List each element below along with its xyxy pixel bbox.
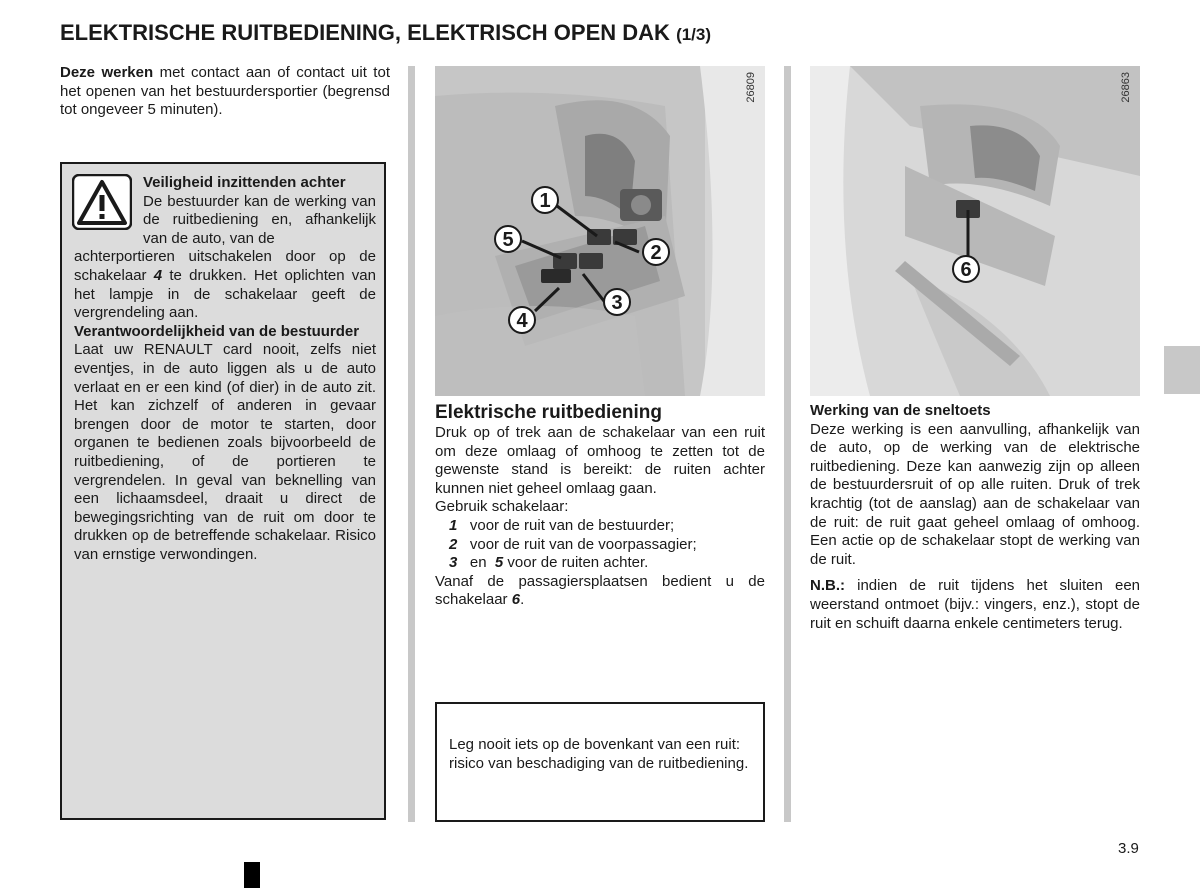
callout-5 — [495, 226, 521, 252]
list-item — [435, 536, 765, 555]
column-gutter-right — [784, 66, 791, 822]
photo2-callouts — [810, 66, 1140, 396]
page-title — [60, 20, 711, 46]
callout-1-leader — [557, 206, 597, 236]
crop-mark — [244, 862, 260, 888]
warning-heading: Veiligheid inzittenden achter — [143, 174, 346, 191]
section-after-b: . — [520, 591, 525, 609]
note-text: Leg nooit iets op de bovenkant van een ruit: risico van beschadiging van de ruitbediening. — [449, 736, 749, 772]
list-item-mid: en — [469, 554, 487, 572]
sneltoets-nb-text: indien de ruit tijdens het sluiten een weerstand ontmoet (bijv.: vingers, enz.), stopt de ruit en schuift daarna enkele centimeters terug. — [810, 577, 1140, 632]
warning-heading-2: Verantwoordelijkheid van de bestuurder — [74, 322, 360, 340]
sneltoets-nb-label: N.B.: — [810, 577, 845, 595]
list-item — [435, 517, 765, 536]
sneltoets-body: Deze werking is een aanvulling, afhankelijk van de auto, op de werking van de elektrische ruitbediening. Deze kan aanwezig zijn op alleen de bestuurdersruit of op alle ruiten. Druk of trek krachtig (tot de aanslag) aan de schakelaar van de ruit: de ruit gaat geheel omlaag of omhoog. Een actie op de schakelaar stopt de werking van de ruit. — [810, 420, 1140, 568]
section-gebruik: Gebruik schakelaar: — [435, 498, 569, 516]
photo2-reference: 26863 — [1120, 72, 1132, 103]
sneltoets-section — [810, 402, 1140, 633]
callout-4 — [509, 307, 535, 333]
page-pager: (1/3) — [676, 25, 712, 44]
chapter-tab-marker — [1164, 346, 1200, 394]
svg-text:2: 2 — [650, 242, 662, 264]
section-body: Druk op of trek aan de schakelaar van een ruit om deze omlaag of omhoog te zetten tot de gewenste stand is bereikt: de ruiten achter kunnen niet geheel omlaag gaan. — [435, 424, 765, 497]
column-gutter-left — [408, 66, 415, 822]
warning-p1-a: achterportieren uitschakelen door op de schakelaar — [74, 248, 376, 284]
warning-paragraph-1 — [74, 248, 376, 322]
sneltoets-heading: Werking van de sneltoets — [810, 402, 991, 419]
callout-5-leader — [522, 241, 561, 258]
callout-2 — [643, 239, 669, 265]
photo1-callouts — [435, 66, 765, 396]
callout-4-leader — [535, 288, 559, 311]
page-number: 3.9 — [1118, 840, 1139, 857]
warning-p1-b: te drukken. Het oplichten van het lampje in de schakelaar geeft de vergrendeling aan. — [74, 266, 376, 322]
warning-intro-lines: De bestuurder kan de werking van de ruitbediening en, afhankelijk van de auto, van de — [143, 192, 376, 247]
svg-text:3: 3 — [611, 292, 623, 314]
svg-text:4: 4 — [516, 310, 528, 332]
svg-text:5: 5 — [502, 229, 514, 251]
section-after-num: 6 — [511, 591, 521, 609]
warning-content — [74, 174, 376, 564]
list-item-num2: 5 — [494, 554, 504, 572]
section-after-a: Vanaf de passagiersplaatsen bedient u de schakelaar — [435, 572, 765, 609]
intro-rest: met contact aan of contact uit tot het openen van het bestuurdersportier (begrensd tot ongeveer 5 minuten). — [60, 64, 390, 119]
sneltoets-note — [810, 577, 1140, 633]
warning-p1-num: 4 — [153, 266, 163, 284]
list-item-num: 1 — [449, 516, 458, 534]
callout-2-leader — [615, 242, 639, 252]
page-title-text: ELEKTRISCHE RUITBEDIENING, ELEKTRISCH OPEN DAK — [60, 20, 670, 45]
section-heading: Elektrische ruitbediening — [435, 402, 662, 423]
svg-text:6: 6 — [960, 259, 972, 281]
callout-6 — [953, 256, 979, 282]
intro-bold: Deze werken — [60, 64, 154, 81]
list-item-text: voor de ruit van de voorpassagier; — [469, 535, 697, 553]
section-after — [435, 573, 765, 610]
callout-1 — [532, 187, 558, 213]
svg-text:1: 1 — [539, 190, 551, 212]
list-item-text: voor de ruit van de bestuurder; — [469, 516, 675, 534]
list-item-num: 2 — [449, 535, 458, 553]
intro-paragraph — [60, 64, 390, 120]
photo1-reference: 26809 — [745, 72, 757, 103]
list-item-text: voor de ruiten achter. — [507, 554, 649, 572]
warning-paragraph-2: Laat uw RENAULT card nooit, zelfs niet eventjes, in de auto liggen als u de auto verlaat en er een kind (of dier) in de auto zit. Het kan zichzelf of anderen in gevaar brengen door de motor te starten, door organen te bedienen zoals bijvoorbeeld de ruitbediening, of de portieren te vergrendelen. In geval van beknelling van een lichaamsdeel, draait u direct de bewegingsrichting van de ruit om door te drukken op de betreffende schakelaar. Risico van ernstige verwondingen. — [74, 341, 376, 563]
electric-windows-section — [435, 402, 765, 610]
callout-3 — [604, 289, 630, 315]
list-item-num: 3 — [449, 554, 458, 572]
list-item — [435, 554, 765, 573]
